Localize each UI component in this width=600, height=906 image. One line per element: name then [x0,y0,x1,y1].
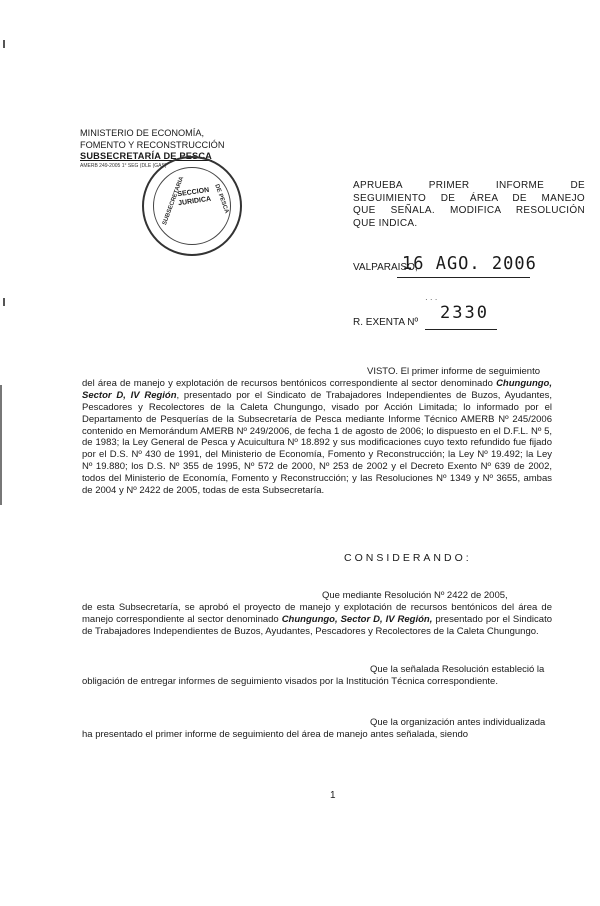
stamp-dots: · · · [425,295,438,304]
scan-margin-shadow [0,385,2,505]
exenta-label: R. EXENTA Nº [353,317,419,328]
scan-mark [3,40,5,48]
area-name: Chungungo, Sector D, IV Región, [281,613,433,625]
handwritten-date: 16 AGO. 2006 [402,253,537,275]
page-number: 1 [330,790,336,801]
considerando-2: Que la señalada Resolución estableció la obligación de entregar informes de seguimiento visados por la Institución Técnica correspondiente. [82,664,545,687]
seal-ring-text-left: SUBSECRETARIA [162,175,186,227]
letterhead-reference: AMERB 249-2005 1° SEG (DLE (GAS) [80,162,167,169]
date-rule [397,277,530,278]
resolution-summary: APRUEBA PRIMER INFORME DE SEGUIMIENTO DE ÁREA DE MANEJO QUE SEÑALA. MODIFICA RESOLUCIÓN QUE INDICA. [353,180,585,229]
official-seal [142,156,242,256]
considerando-1: Que mediante Resolución Nº 2422 de 2005, de esta Subsecretaría, se aprobó el proyecto de manejo y explotación de recursos bentónicos del área de manejo correspondiente al sector denominado Chungungo, Sector D, IV Región, presentado por el Sindicato de Trabajadores Independientes de Buzos, Ayudantes, Pescadores y Recolectores de la Caleta Chungungo. [82,590,552,637]
letterhead-subsecretaria: SUBSECRETARÍA DE PESCA [80,151,213,161]
letterhead-ministry: MINISTERIO DE ECONOMÍA, [80,128,205,138]
seal-ring-text-right: DE PESCA [213,183,230,215]
considerando-heading: CONSIDERANDO: [344,552,472,564]
area-name: Chungungo, Sector D, IV Región [82,377,552,401]
visto-paragraph: VISTO. El primer informe de seguimiento del área de manejo y explotación de recursos bentónicos correspondiente al sector denominado Chungungo, Sector D, IV Región, presentado por el Sindicato de Trabajadores Independientes de Buzos, Ayudantes, Pescadores y Recolectores de la Caleta Chungungo, visado por Acción Limitada; lo informado por el Departamento de Pesquerías de la Subsecretaría de Pesca mediante Informe Técnico AMERB Nº 245/2006 contenido en Memorándum AMERB Nº 249/2006, de fecha 1 de agosto de 2006; lo dispuesto en el D.F.L. Nº 5, de 1983; la Ley General de Pesca y Acuicultura Nº 18.892 y sus modificaciones cuyo texto refundido fue fijado por el D.S. Nº 430 de 1991, del Ministerio de Economía, Fomento y Reconstrucción; la Ley Nº 19.492; la Ley Nº 19.880; los D.S. Nº 355 de 1995, Nº 572 de 2000, Nº 253 de 2002 y el Decreto Exento Nº 639 de 2002, todos del Ministerio de Economía, Fomento y Reconstrucción; y las Resoluciones Nº 1349 y Nº 3655, ambas de 2004 y Nº 2422 de 2005, todas de esta Subsecretaría. [82,366,552,497]
letterhead-ministry-2: FOMENTO Y RECONSTRUCCIÓN [80,139,225,150]
place-label: VALPARAISO, [353,262,418,273]
scan-mark [3,298,5,306]
seal-center-text: SECCION JURIDICA [177,186,212,208]
exenta-rule [425,329,497,330]
visto-lead: VISTO. El primer informe de seguimiento [367,366,541,377]
exenta-number: 2330 [440,303,489,323]
considerando-3: Que la organización antes individualizada ha presentado el primer informe de seguimiento del área de manejo antes señalada, siendo [82,717,546,740]
